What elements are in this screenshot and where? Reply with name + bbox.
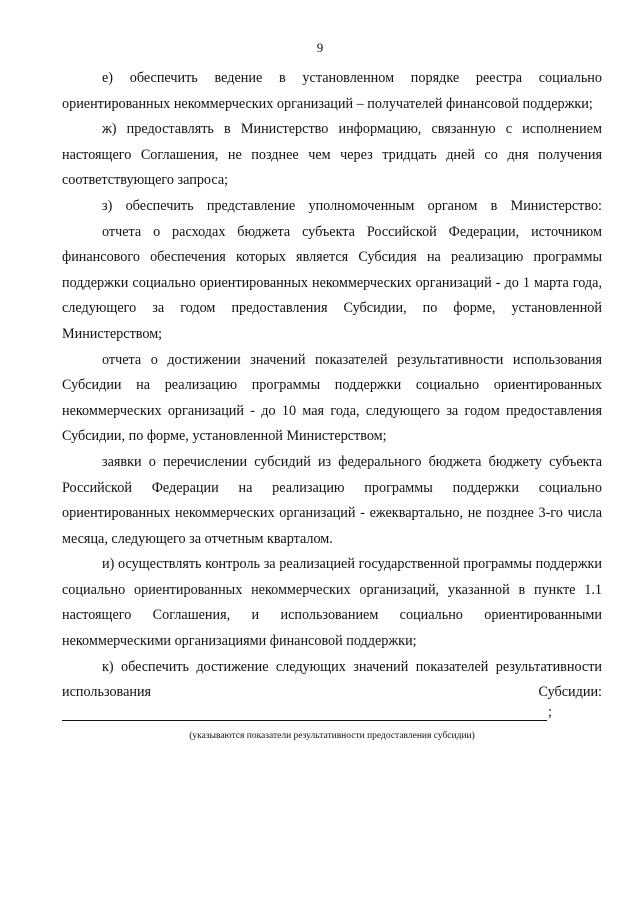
paragraph-e: е) обеспечить ведение в установленном порядке реестра социально ориентированных некоммерческих организаций – получателей финансовой поддержки;	[62, 70, 602, 112]
paragraph-i: и) осуществлять контроль за реализацией государственной программы поддержки социально ориентированных некоммерческих организаций, указанной в пункте 1.1 настоящего Соглашения, и использованием социально ориентированными некоммерческими организациями финансовой поддержки;	[62, 556, 602, 650]
paragraph-transfer-request: заявки о перечислении субсидий из федерального бюджета бюджету субъекта Российской Федерации на реализацию программы поддержки социально ориентированных некоммерческих организаций - ежеквартально, не позднее 3-го числа месяца, следующего за отчетным кварталом.	[62, 453, 602, 547]
paragraph-k: к) обеспечить достижение следующих значений показателей результативности использования Субсидии:	[62, 658, 602, 701]
paragraph-z: з) обеспечить представление уполномоченным органом в Министерство:	[102, 197, 602, 214]
blank-line-caption: (указываются показатели результативности предоставления субсидии)	[189, 730, 475, 741]
paragraph-expense-report: отчета о расходах бюджета субъекта Российской Федерации, источником финансового обеспечения которых является Субсидия на реализацию программы поддержки социально ориентированных некоммерческих организаций - до 1 марта года, следующего за годом предоставления Субсидии, по форме, установленной Министерством;	[62, 223, 602, 342]
document-body	[62, 66, 602, 742]
fill-in-line	[62, 720, 547, 721]
fill-in-blank-row	[62, 703, 602, 728]
paragraph-zh: ж) предоставлять в Министерство информацию, связанную с исполнением настоящего Соглашения, не позднее чем через тридцать дней со дня получения соответствующего запроса;	[62, 121, 602, 189]
page-number: 9	[316, 40, 324, 55]
paragraph-performance-report: отчета о достижении значений показателей результативности использования Субсидии на реализацию программы поддержки социально ориентированных некоммерческих организаций - до 10 мая года, следующего за годом предоставления Субсидии, по форме, установленной Министерством;	[62, 351, 602, 445]
blank-line-semicolon: ;	[548, 703, 552, 720]
